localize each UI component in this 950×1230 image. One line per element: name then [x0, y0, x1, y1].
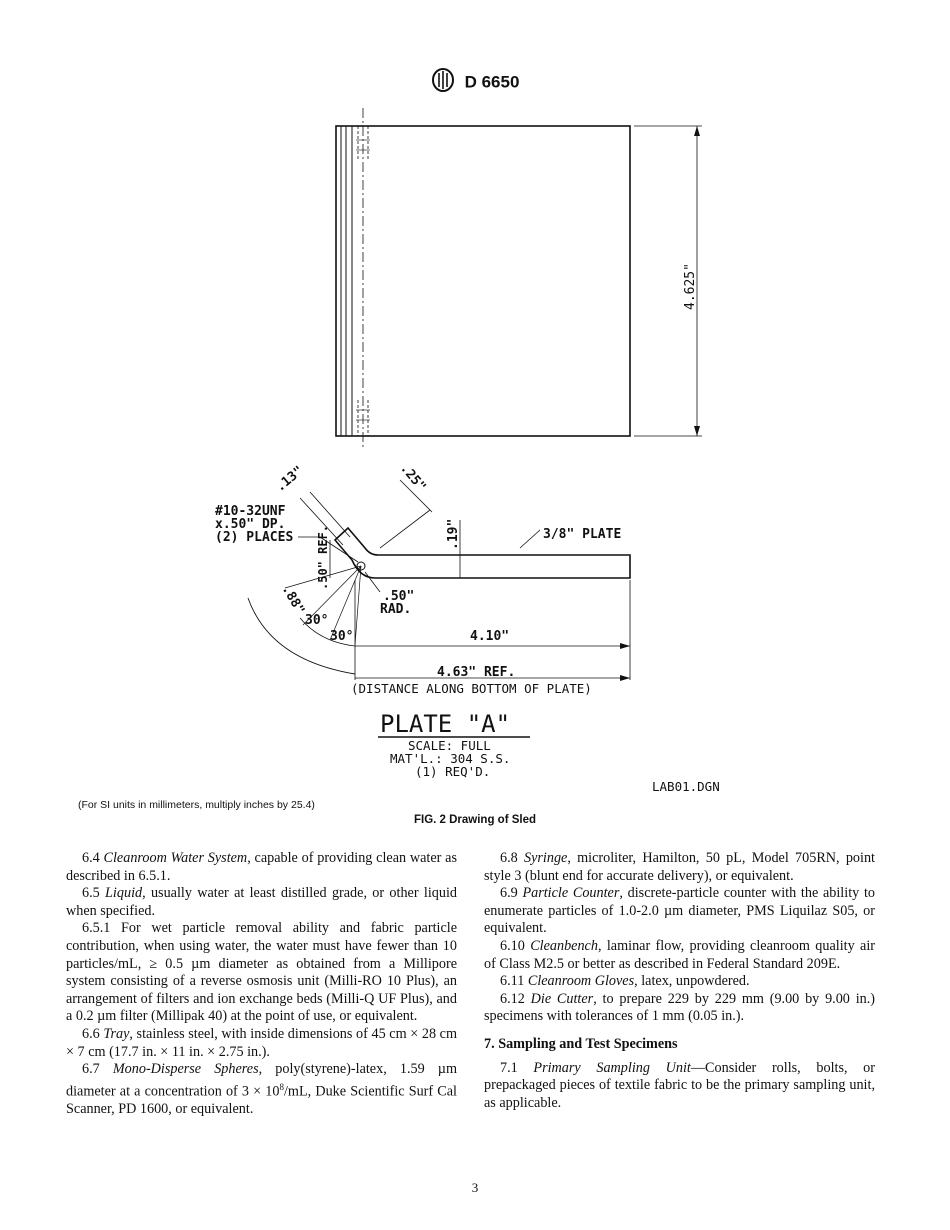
tap-label-line-2: x.50" DP. — [215, 517, 286, 532]
radius-label-line-1: .50" — [383, 589, 415, 604]
right-column — [484, 850, 875, 1112]
paragraph-7-1: 7.1 Primary Sampling Unit—Consider rolls, bolts, or prepackaged pieces of textile fabric to be the primary sampling unit, as applicable. — [484, 1059, 876, 1111]
quantity-note: (1) REQ'D. — [415, 764, 491, 779]
page-header — [0, 68, 950, 97]
paragraph-6-5-1: 6.5.1 For wet particle removal ability and fabric particle contribution, when using water, the water must have fewer than 10 particles/mL, ≥ 0.5 µm diameter as obtained from a Millipore system consisting of a reverse osmosis unit (Milli-RO 10 Plus), an arrangement of filters and ion exchange beds (Milli-Q UF Plus), and a 0.2 µm filter (Millipak 40) at the point of use, or equivalent. — [66, 920, 457, 1025]
si-units-note: (For SI units in millimeters, multiply inches by 25.4) — [78, 799, 315, 811]
angle-label-1: 30° — [305, 613, 329, 628]
dim-410-label: 4.10" — [470, 629, 510, 644]
paragraph-6-6: 6.6 Tray, stainless steel, with inside dimensions of 45 cm × 28 cm × 7 cm (17.7 in. × 11 in. × 2.75 in.). — [66, 1025, 457, 1060]
scale-note: SCALE: FULL — [408, 738, 491, 753]
document-designation: D 6650 — [464, 72, 520, 92]
radius-label-line-2: RAD. — [380, 602, 412, 617]
sled-drawing — [0, 95, 950, 795]
plate-title: PLATE "A" — [380, 710, 511, 738]
plate-top-view — [336, 108, 702, 450]
dim-19-label: .19" — [446, 518, 461, 550]
paragraph-6-9: 6.9 Particle Counter, discrete-particle counter with the ability to enumerate particles of 1.0-2.0 µm diameter, PMS Liquilaz S05, or equivalent. — [484, 885, 875, 937]
astm-logo-icon — [431, 68, 455, 97]
distance-note: (DISTANCE ALONG BOTTOM OF PLATE) — [351, 681, 592, 696]
material-note: MAT'L.: 304 S.S. — [390, 751, 511, 766]
page-number: 3 — [471, 1180, 479, 1195]
paragraph-6-11: 6.11 Cleanroom Gloves, latex, unpowdered. — [500, 973, 750, 990]
section-7-heading: 7. Sampling and Test Specimens — [484, 1035, 678, 1052]
dim-25-label: .25" — [396, 460, 429, 495]
paragraph-6-8: 6.8 Syringe, microliter, Hamilton, 50 pL, Model 705RN, point style 3 (blunt end for accurate delivery), or equivalent. — [484, 850, 876, 884]
dim-50-ref-label: .50" REF. — [316, 524, 330, 590]
tap-label-line-1: #10-32UNF — [215, 504, 286, 519]
paragraph-6-7: 6.7 Mono-Disperse Spheres, poly(styrene)-latex, 1.59 µm diameter at a concentration of $3 \times 10^8/mL$, Duke Scientific Surf Cal Scanner, PD 1600, or equivalent. — [66, 1061, 457, 1118]
height-dimension-label: 4.625" — [683, 263, 698, 310]
paragraph-6-5: 6.5 Liquid, usually water at least distilled grade, or other liquid when specified. — [66, 885, 457, 919]
dim-88-label: .88" — [278, 582, 308, 618]
paragraph-6-4: 6.4 Cleanroom Water System, capable of providing clean water as described in 6.5.1. — [66, 850, 458, 884]
angle-label-2: 30° — [330, 629, 354, 644]
left-column — [66, 850, 457, 1119]
file-name-label: LAB01.DGN — [652, 779, 720, 794]
paragraph-6-10: 6.10 Cleanbench, laminar flow, providing cleanroom quality air of Class M2.5 or better as described in Federal Standard 209E. — [484, 937, 876, 972]
tap-label-line-3: (2) PLACES — [215, 530, 294, 545]
plate-thickness-label: 3/8" PLATE — [543, 527, 622, 542]
figure-caption: FIG. 2 Drawing of Sled — [413, 814, 537, 826]
paragraph-6-12: 6.12 Die Cutter, to prepare 229 by 229 mm (9.00 by 9.00 in.) specimens with tolerances of 1 mm (0.05 in.). — [484, 990, 876, 1025]
dim-463-label: 4.63" REF. — [437, 665, 516, 680]
dim-13-label: .13" — [272, 463, 307, 496]
